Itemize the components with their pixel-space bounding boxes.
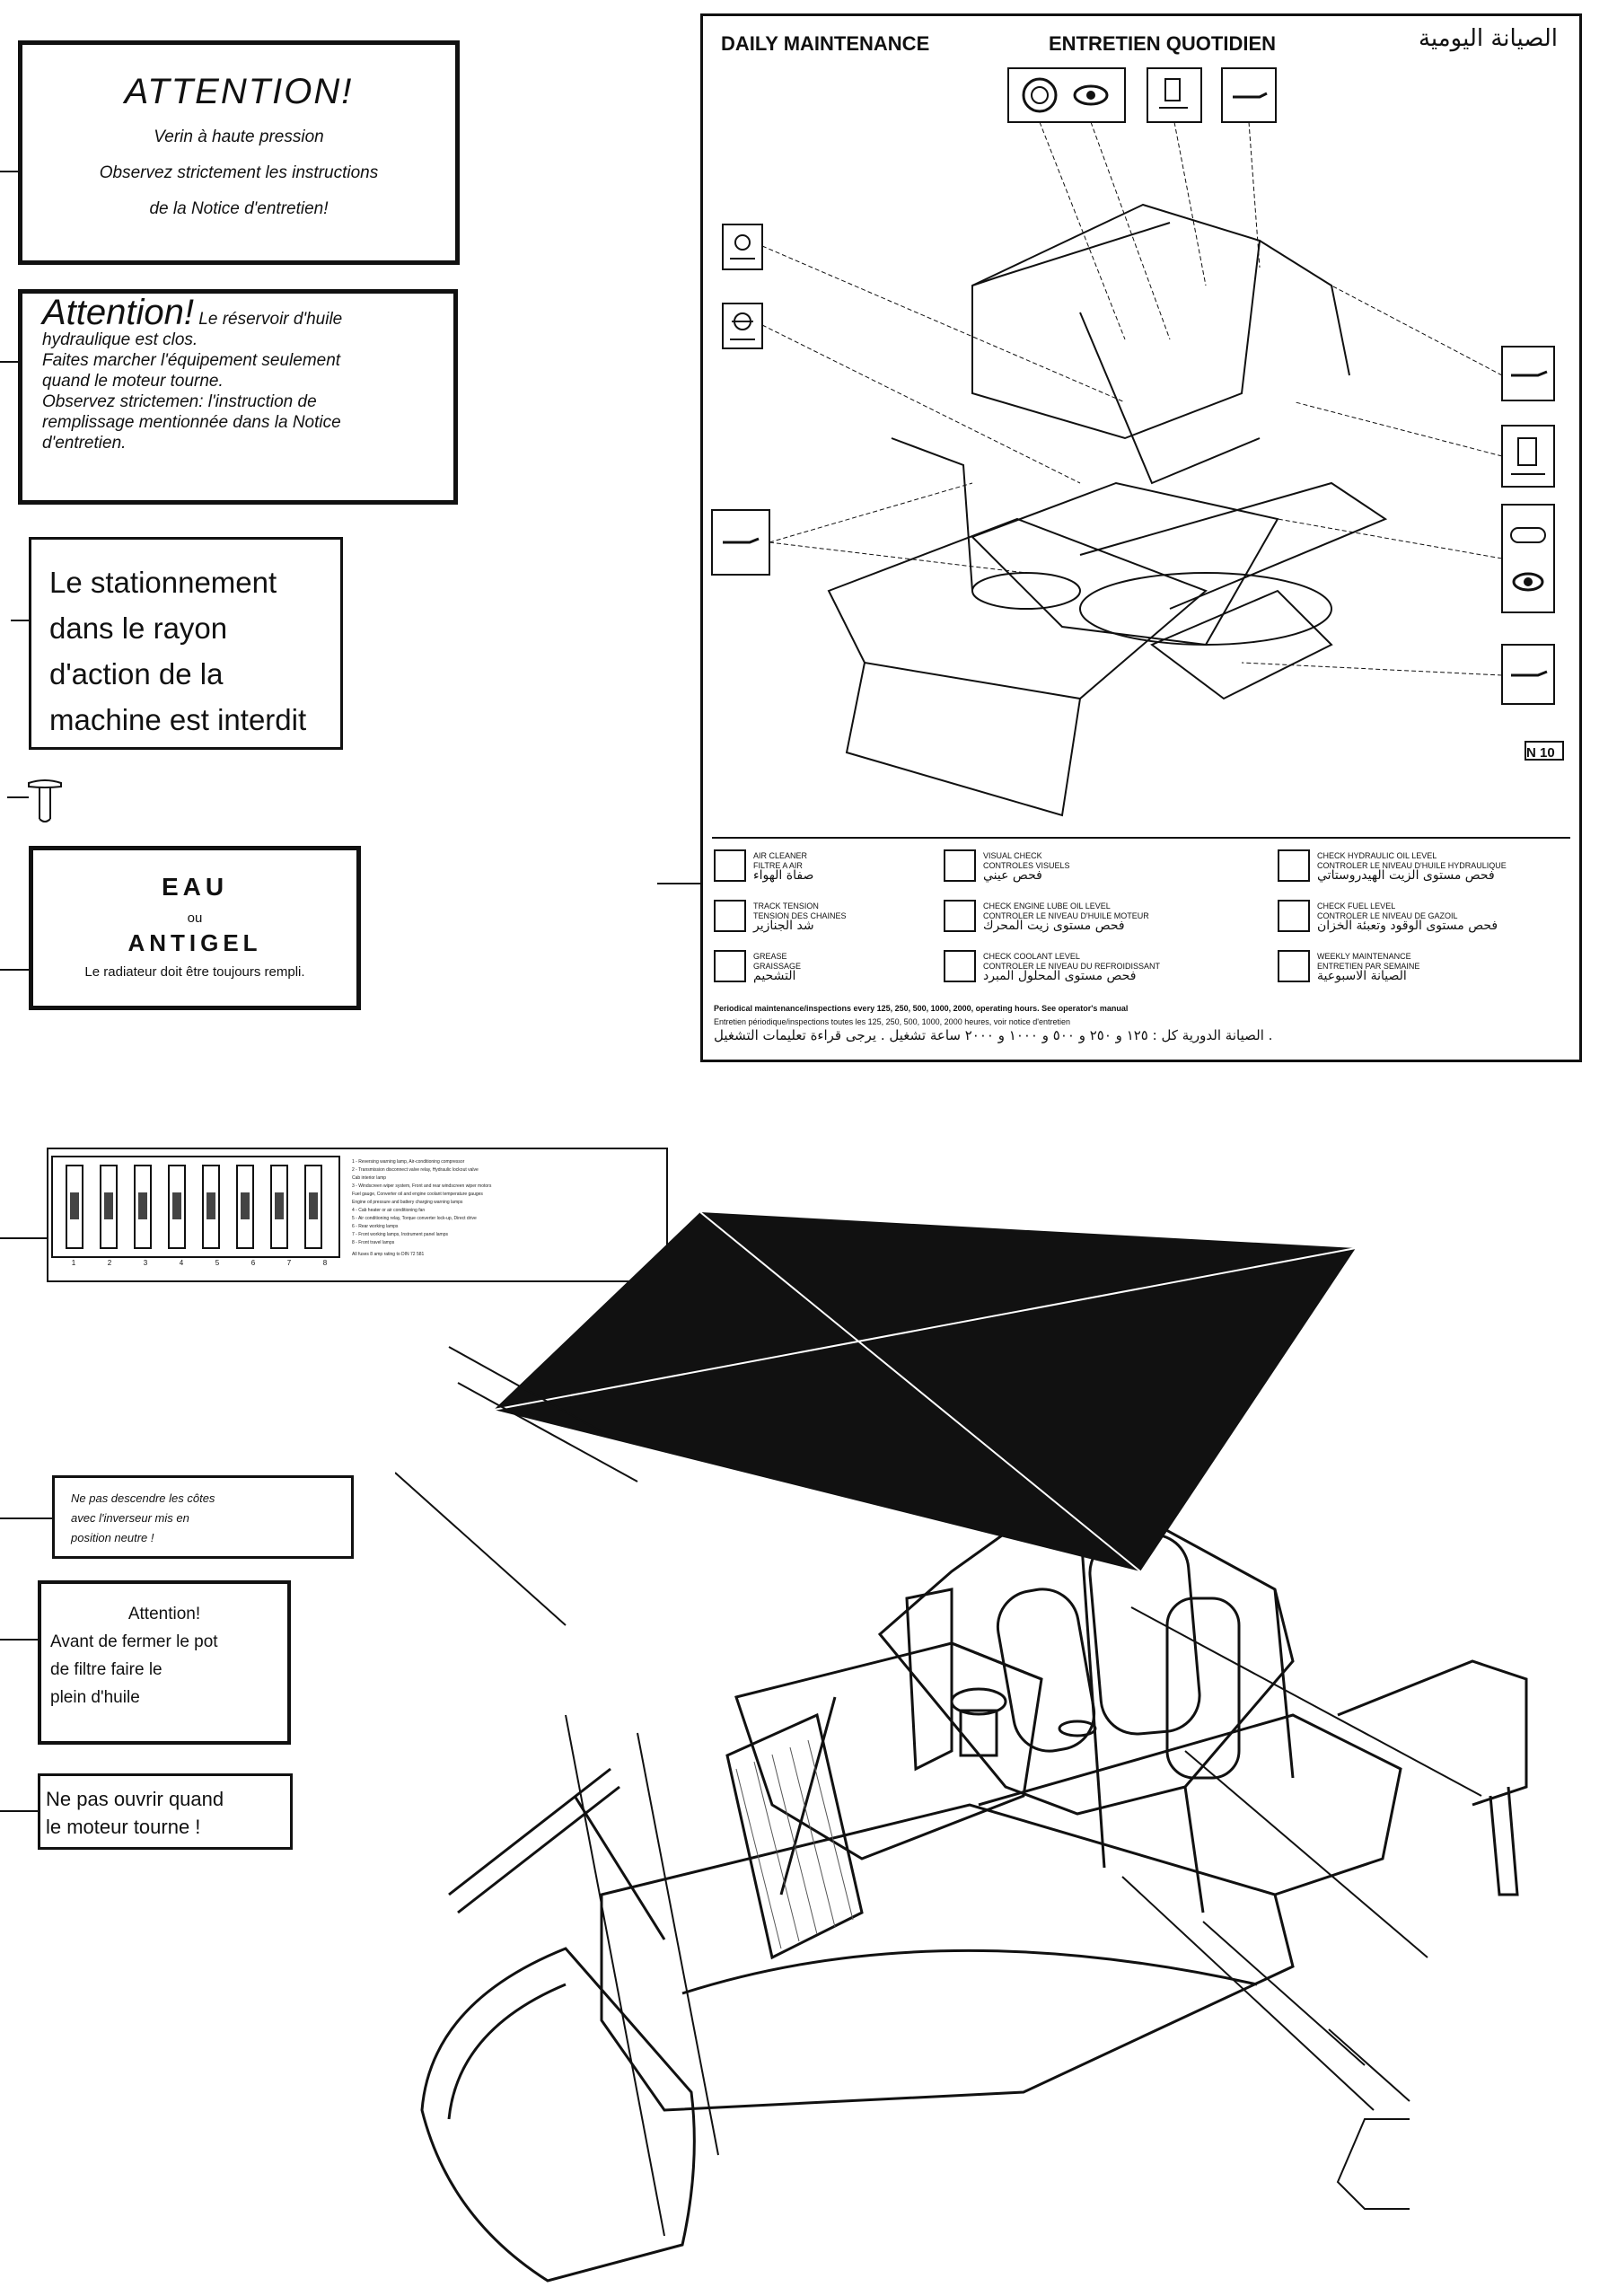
- track-tension-icon: [714, 900, 746, 932]
- panel-leader-lines: [762, 122, 1502, 675]
- legend-ar: فحص مستوى المحلول المبرد: [983, 969, 1137, 983]
- grease-gun-icon: [1511, 672, 1547, 675]
- track-tension-icon: [1511, 528, 1545, 542]
- legend-ar: صفاة الهواء: [753, 868, 814, 883]
- track-left: [602, 1805, 1293, 2110]
- panel-title-en: DAILY MAINTENANCE: [721, 32, 930, 55]
- fuse: [309, 1192, 318, 1219]
- legend-ar: التشحيم: [753, 969, 796, 983]
- decal-line: ou: [187, 910, 203, 926]
- dozer-illustration: [395, 1212, 1608, 2296]
- legend-fr: ENTRETIEN PAR SEMAINE: [1317, 962, 1420, 971]
- decal-line: Le stationnement: [49, 566, 277, 599]
- air-cleaner-icon: [714, 849, 746, 882]
- legend-item: [753, 851, 933, 881]
- fuse-line: 1 - Reversing warning lamp, Air-conditioning compressor: [352, 1159, 465, 1165]
- cab-roof: [494, 1212, 1356, 1571]
- decal-attention-tank: [18, 289, 458, 505]
- decal-line: Le réservoir d'huile: [198, 310, 343, 329]
- coolant-icon: [944, 950, 976, 982]
- decal-line: d'entretien.: [42, 434, 127, 453]
- engine-oil-icon: [723, 224, 762, 269]
- note-en: Periodical maintenance/inspections every 125, 250, 500, 1000, 2000, operating hours. See operator's manual: [714, 1004, 1129, 1013]
- fuse-number: 4: [179, 1259, 184, 1267]
- fuse-line: 6 - Rear working lamps: [352, 1224, 399, 1229]
- panel-note: [714, 1002, 1567, 1042]
- legend-item: [1317, 902, 1577, 931]
- legend-fr: CONTROLER LE NIVEAU DE GAZOIL: [1317, 911, 1458, 920]
- decal-attention-cylinder: [18, 40, 460, 265]
- decal-do-not-open: [38, 1773, 293, 1850]
- grease-gun-icon: [714, 950, 746, 982]
- leader-line: [0, 1639, 38, 1641]
- grease-gun-icon: [723, 539, 759, 542]
- fuse-number: 8: [322, 1259, 328, 1267]
- legend-en: VISUAL CHECK: [983, 851, 1042, 860]
- fuse-line: Fuel gauge, Converter oil and engine coolant temperature gauges: [352, 1192, 483, 1197]
- legend-fr: CONTROLES VISUELS: [983, 861, 1070, 870]
- fuse-number: 2: [107, 1259, 112, 1267]
- decal-line: de filtre faire le: [50, 1660, 163, 1679]
- legend-en: WEEKLY MAINTENANCE: [1317, 952, 1411, 961]
- decal-downhill: [52, 1475, 354, 1559]
- decal-line: Faites marcher l'équipement seulement: [42, 351, 341, 370]
- legend-en: AIR CLEANER: [753, 851, 808, 860]
- fuse-line: All fuses 8 amp rating to DIN 72 581: [352, 1252, 425, 1257]
- fuse-line: 2 - Transmission disconnect valve relay, Hydraulic lockout valve: [352, 1167, 479, 1173]
- legend-ar: فحص مستوى الزيت الهيدروستاتي: [1317, 868, 1495, 883]
- leader-line: [657, 883, 700, 884]
- daily-maintenance-panel: [700, 13, 1582, 1062]
- leader-line: [0, 361, 18, 363]
- dozer-line-art: [829, 205, 1385, 815]
- fuse: [138, 1192, 147, 1219]
- decal-line: machine est interdit: [49, 703, 307, 736]
- legend-en: CHECK ENGINE LUBE OIL LEVEL: [983, 902, 1111, 910]
- legend-fr: CONTROLER LE NIVEAU D'HUILE HYDRAULIQUE: [1317, 861, 1507, 870]
- blade: [422, 1949, 694, 2281]
- exhaust-stack: [907, 1589, 952, 1769]
- grease-gun-icon: [1233, 93, 1267, 97]
- legend-fr: TENSION DES CHAINES: [753, 911, 847, 920]
- legend-fr: CONTROLER LE NIVEAU D'HUILE MOTEUR: [983, 911, 1149, 920]
- fuse-number: 1: [71, 1259, 76, 1267]
- panel-code: N 10: [1526, 745, 1555, 761]
- cab-window: [992, 1584, 1100, 1757]
- decal-title: Attention!: [42, 293, 195, 332]
- fuse-numbers: [56, 1259, 343, 1267]
- legend-ar: فحص عيني: [983, 868, 1042, 883]
- fuse-number: 6: [250, 1259, 256, 1267]
- grease-box-right: [1502, 347, 1554, 400]
- decal-line: Verin à haute pression: [154, 128, 324, 146]
- decal-title: Attention!: [127, 1605, 201, 1623]
- legend-item: [983, 851, 1163, 881]
- decal-line: Ne pas descendre les côtes: [71, 1491, 215, 1505]
- legend-fr: FILTRE A AIR: [753, 861, 803, 870]
- mushroom-icon: [0, 772, 63, 826]
- cab-side-window: [1167, 1598, 1239, 1778]
- hydraulic-oil-icon: [1502, 426, 1554, 487]
- leader-line: [0, 1517, 52, 1519]
- legend-item: [753, 952, 933, 981]
- fuse-number: 7: [286, 1259, 292, 1267]
- fuse-line: 5 - Air conditioning relay, Torque converter lock-up, Direct drive: [352, 1216, 477, 1221]
- fuse: [206, 1192, 215, 1219]
- track-right: [979, 1715, 1401, 1895]
- decal-parking-prohibited: [29, 537, 343, 750]
- decal-title: ATTENTION!: [124, 72, 354, 111]
- decal-line: dans le rayon: [49, 611, 228, 645]
- icon-box: [1222, 68, 1276, 122]
- leader-line: [0, 1810, 38, 1812]
- decal-line: Le radiateur doit être toujours rempli.: [84, 964, 305, 980]
- decal-line: d'action de la: [49, 657, 224, 691]
- legend-ar: الصيانة الاسبوعية: [1317, 969, 1407, 983]
- fuse-line: 4 - Cab heater or air conditioning fan: [352, 1208, 426, 1213]
- decal-line: de la Notice d'entretien!: [149, 199, 329, 218]
- fuse-line: Cab interior lamp: [352, 1175, 387, 1181]
- fuse-number: 3: [143, 1259, 148, 1267]
- air-cleaner-icon: [1024, 79, 1056, 111]
- fuse-number: 5: [215, 1259, 220, 1267]
- callout-bracket: [1338, 2119, 1410, 2209]
- decal-line: avec l'inverseur mis en: [71, 1511, 189, 1525]
- decal-line: quand le moteur tourne.: [42, 372, 224, 391]
- leader-line: [0, 969, 29, 971]
- panel-title-ar: الصيانة اليومية: [1418, 25, 1558, 52]
- legend-item: [983, 902, 1252, 931]
- legend-ar: شد الجنازير: [753, 919, 814, 933]
- decal-line: plein d'huile: [50, 1688, 140, 1707]
- fuse: [104, 1192, 113, 1219]
- note-ar: الصيانة الدورية كل : ١٢٥ و ٢٥٠ و ٥٠٠ و ١٠٠٠ و ٢٠٠٠ ساعة تشغيل . يرجى قراءة تعليمات التشغيل .: [714, 1027, 1273, 1043]
- decal-line: Observez strictemen: l'instruction de: [42, 392, 317, 411]
- eye-icon: [944, 849, 976, 882]
- decal-filter: [38, 1580, 291, 1745]
- decal-title: ANTIGEL: [127, 929, 262, 956]
- legend-item: [1317, 851, 1577, 881]
- decal-title: EAU: [161, 873, 229, 901]
- fuse: [172, 1192, 181, 1219]
- legend-item: [983, 952, 1252, 981]
- decal-line: position neutre !: [71, 1531, 154, 1544]
- engine-oil-icon: [944, 900, 976, 932]
- legend-fr: GRAISSAGE: [753, 962, 802, 971]
- legend-item: [753, 902, 933, 931]
- decal-line: remplissage mentionnée dans la Notice: [42, 413, 341, 432]
- fuse: [70, 1192, 79, 1219]
- fuse-line: 8 - Front travel lamps: [352, 1240, 395, 1245]
- legend-item: [1317, 952, 1577, 981]
- decal-line: Ne pas ouvrir quand: [46, 1788, 224, 1810]
- grease-gun-icon: [1511, 372, 1547, 375]
- fuel-icon: [1278, 900, 1310, 932]
- decal-line: Observez strictement les instructions: [99, 163, 379, 182]
- hydraulic-oil-icon: [1278, 849, 1310, 882]
- fuse-line: 3 - Windscreen wiper system, Front and rear windscreen wiper motors: [352, 1183, 492, 1189]
- coolant-icon: [723, 303, 762, 348]
- fuel-icon: [1165, 79, 1180, 101]
- legend-ar: فحص مستوى زيت المحرك: [983, 919, 1125, 933]
- fuse: [241, 1192, 250, 1219]
- legend-fr: CONTROLER LE NIVEAU DU REFROIDISSANT: [983, 962, 1161, 971]
- track-visual-box: [1502, 505, 1554, 612]
- decal-line: le moteur tourne !: [46, 1816, 201, 1838]
- fuse-line: 7 - Front working lamps, Instrument panel lamps: [352, 1232, 448, 1237]
- leader-line: [0, 171, 18, 172]
- leader-line: [0, 1237, 47, 1239]
- legend-en: CHECK COOLANT LEVEL: [983, 952, 1080, 961]
- legend-en: GREASE: [753, 952, 787, 961]
- legend-en: CHECK HYDRAULIC OIL LEVEL: [1317, 851, 1437, 860]
- legend-en: CHECK FUEL LEVEL: [1317, 902, 1396, 910]
- icon-box: [1147, 68, 1201, 122]
- leader-line: [11, 620, 29, 621]
- legend-ar: فحص مستوى الوقود وتعبئة الخزان: [1317, 919, 1498, 933]
- fuse: [275, 1192, 284, 1219]
- decal-line: hydraulique est clos.: [42, 330, 198, 349]
- note-fr: Entretien périodique/inspections toutes les 125, 250, 500, 1000, 2000 heures, voir notice d'entretien: [714, 1017, 1070, 1026]
- weekly-icon: [1278, 950, 1310, 982]
- legend-en: TRACK TENSION: [753, 902, 819, 910]
- fuse-line: Engine oil pressure and battery charging warning lamps: [352, 1200, 463, 1205]
- decal-line: Avant de fermer le pot: [50, 1632, 218, 1651]
- panel-title-fr: ENTRETIEN QUOTIDIEN: [1049, 32, 1277, 55]
- decal-coolant: [29, 846, 361, 1010]
